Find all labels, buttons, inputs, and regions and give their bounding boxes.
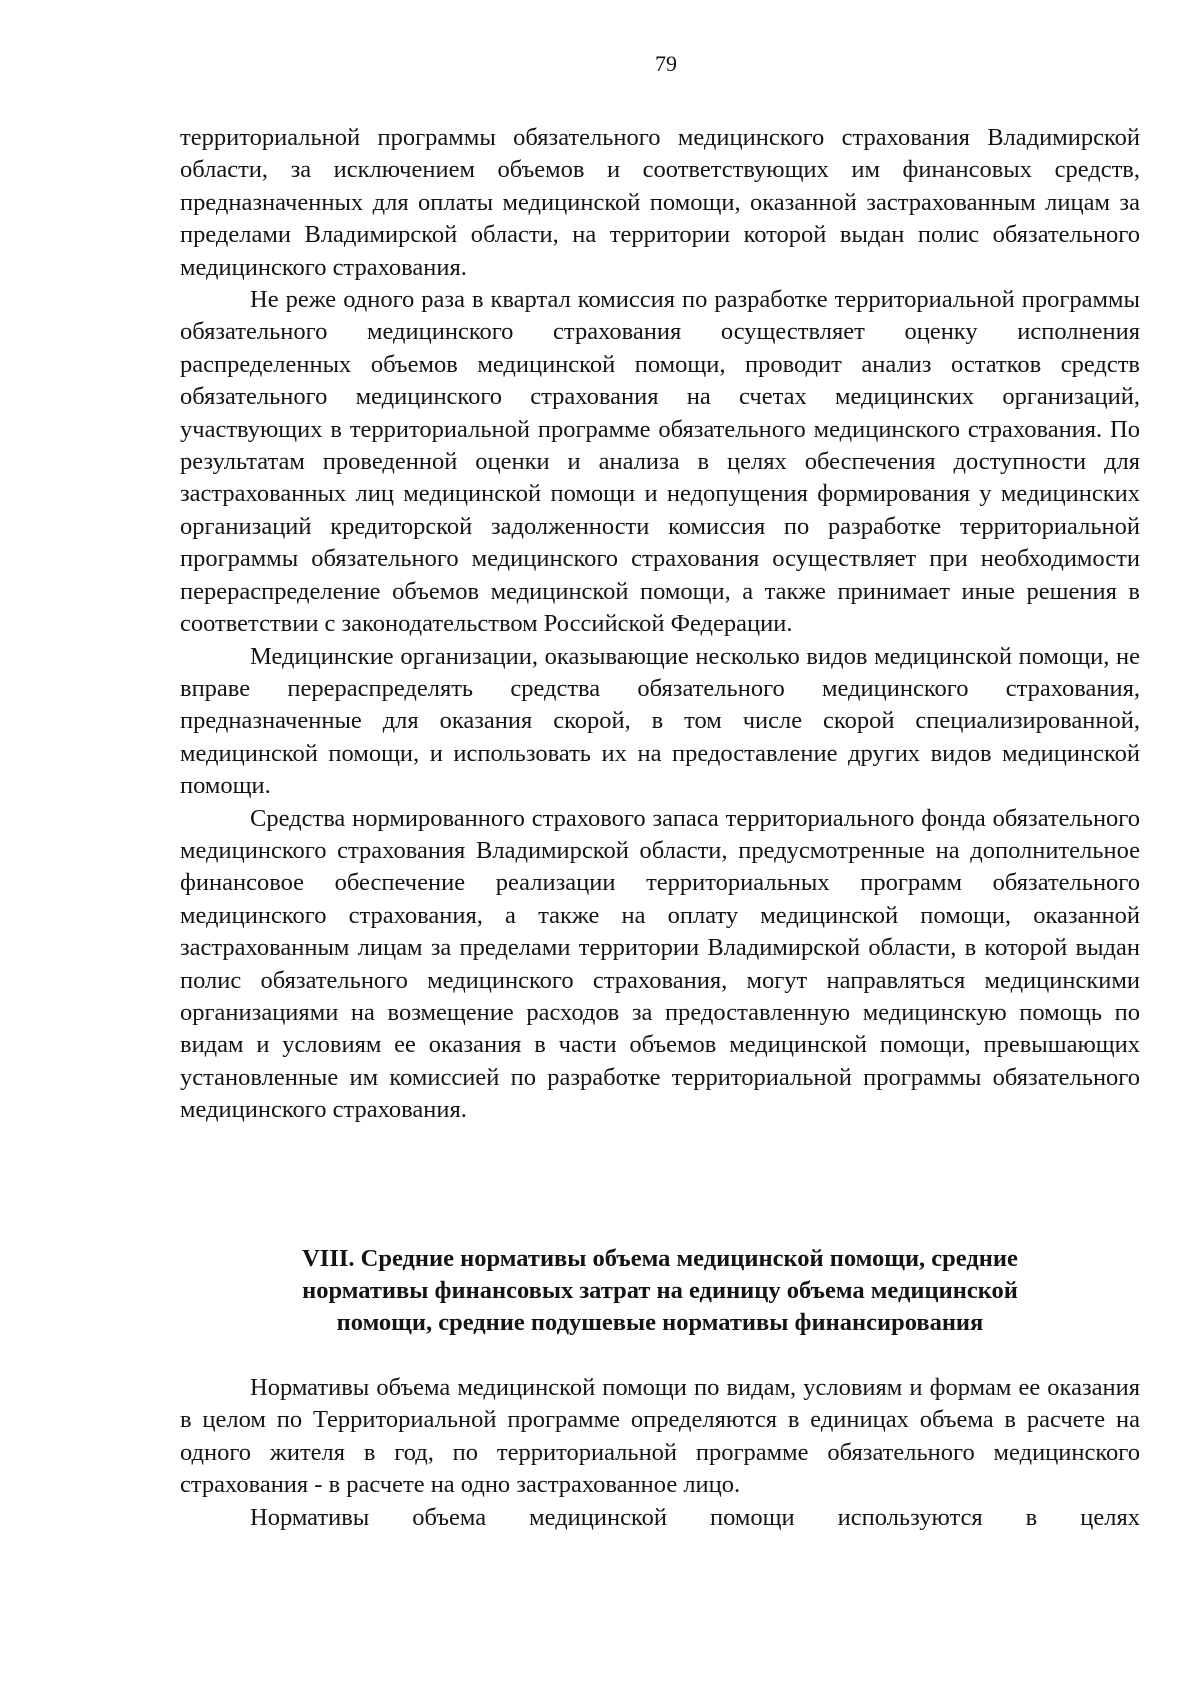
body-text-upper: [180, 122, 1140, 1127]
paragraph-insurance-reserve: Средства нормированного страхового запаса территориального фонда обязательного медицинского страхования Владимирской области, предусмотренные на дополнительное финансовое обеспечение реализации территориальных программ обязательного медицинского страхования, а также на оплату медицинской помощи, оказанной застрахованным лицам за пределами территории Владимирской области, в которой выдан полис обязательного медицинского страхования, могут направляться медицинскими организациями на возмещение расходов за предоставленную медицинскую помощь по видам и условиям ее оказания в части объемов медицинской помощи, превышающих установленные им комиссией по разработке территориальной программы обязательного медицинского страхования.: [180, 804, 1140, 1124]
paragraph-commission-assessment: Не реже одного раза в квартал комиссия по разработке территориальной программы обязательного медицинского страхования осуществляет оценку исполнения распределенных объемов медицинской помощи, проводит анализ остатков средств обязательного медицинского страхования на счетах медицинских организаций, участвующих в территориальной программе обязательного медицинского страхования. По результатам проведенной оценки и анализа в целях обеспечения доступности для застрахованных лиц медицинской помощи и недопущения формирования у медицинских организаций кредиторской задолженности комиссия по разработке территориальной программы обязательного медицинского страхования осуществляет при необходимости перераспределение объемов медицинской помощи, а также принимает иные решения в соответствии с законодательством Российской Федерации.: [180, 286, 1140, 638]
section-heading-line-3: помощи, средние подушевые нормативы финансирования: [336, 1309, 984, 1336]
page-number: 79: [655, 51, 677, 76]
body-text-lower: [180, 1372, 1140, 1534]
paragraph-volume-standards: Нормативы объема медицинской помощи по видам, условиям и формам ее оказания в целом по Территориальной программе определяются в единицах объема в расчете на одного жителя в год, по территориальной программе обязательного медицинского страхования - в расчете на одно застрахованное лицо.: [180, 1374, 1140, 1499]
paragraph-continuation: территориальной программы обязательного медицинского страхования Владимирской области, за исключением объемов и соответствующих им финансовых средств, предназначенных для оплаты медицинской помощи, оказанной застрахованным лицам за пределами Владимирской области, на территории которой выдан полис обязательного медицинского страхования.: [180, 124, 1140, 281]
section-heading-viii: [180, 1243, 1140, 1339]
section-heading-line-1: VIII. Средние нормативы объема медицинской помощи, средние: [302, 1245, 1018, 1272]
paragraph-volume-standards-usage: Нормативы объема медицинской помощи используются в целях: [250, 1503, 1140, 1531]
paragraph-medical-organizations: Медицинские организации, оказывающие несколько видов медицинской помощи, не вправе перераспределять средства обязательного медицинского страхования, предназначенные для оказания скорой, в том числе скорой специализированной, медицинской помощи, и использовать их на предоставление других видов медицинской помощи.: [180, 642, 1140, 800]
section-heading-line-2: нормативы финансовых затрат на единицу объема медицинской: [302, 1277, 1018, 1304]
